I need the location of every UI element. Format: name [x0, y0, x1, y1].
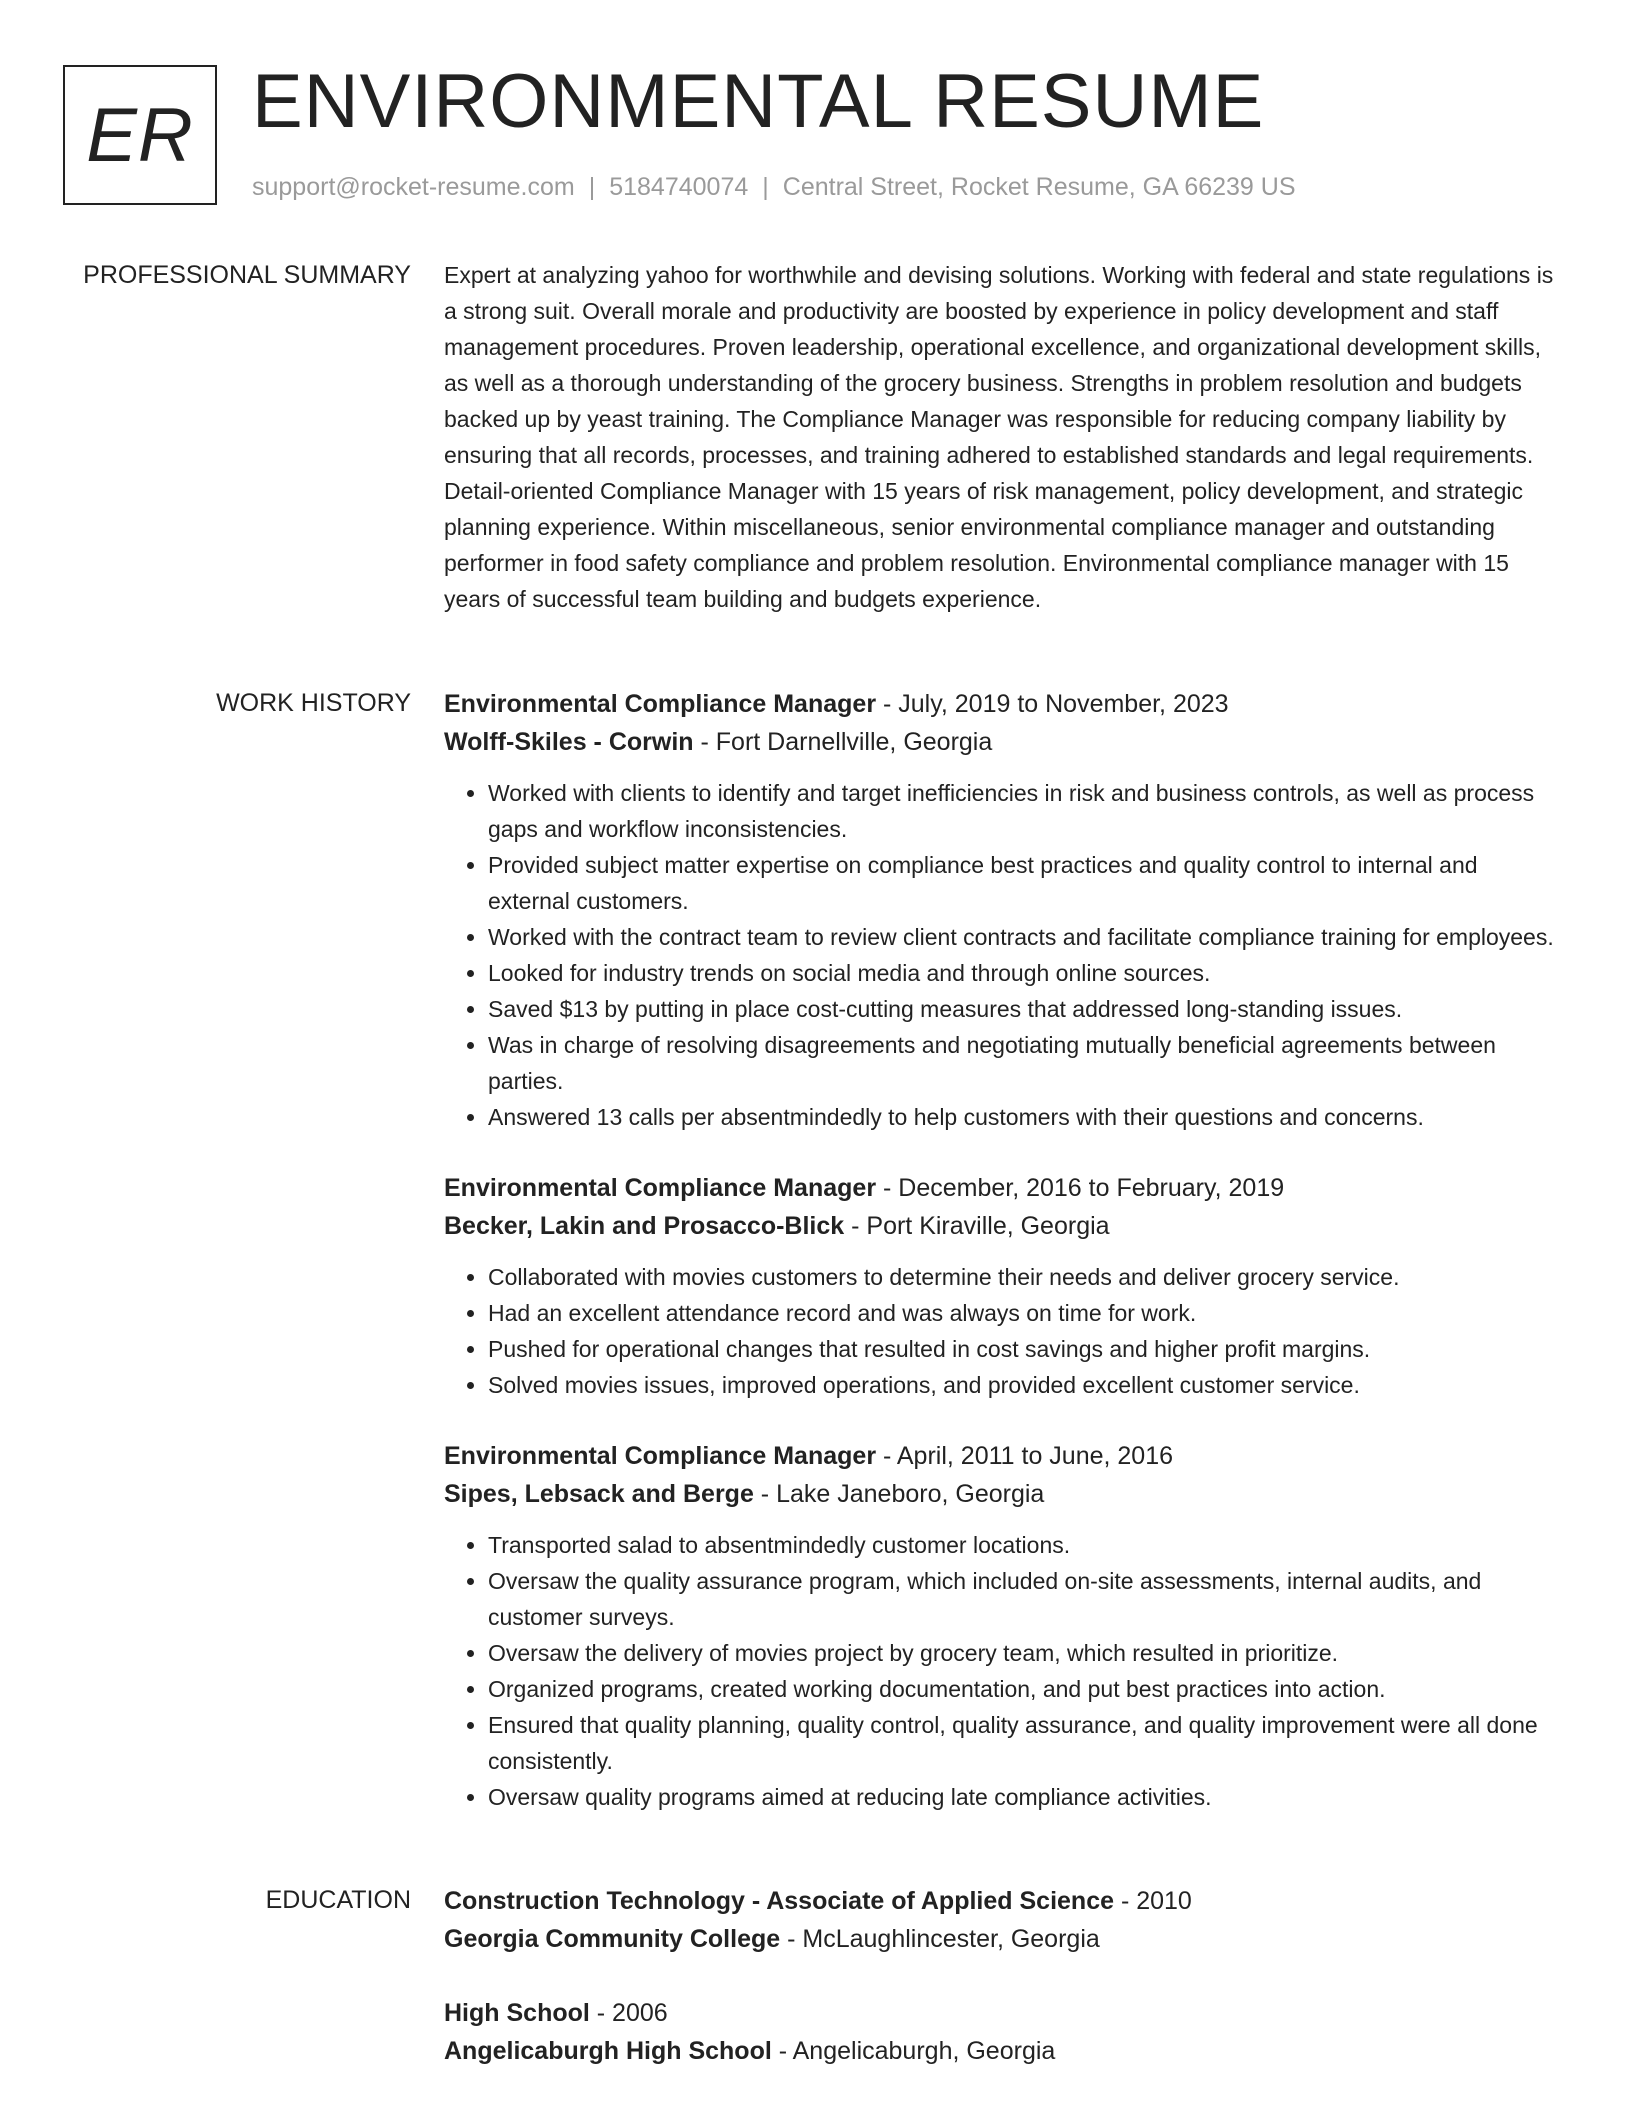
job-bullets	[444, 775, 1556, 1135]
job-entry	[444, 1169, 1556, 1403]
job-location: - Lake Janeboro, Georgia	[753, 1480, 1045, 1508]
job-bullet: • Ensured that quality planning, quality control, quality assurance, and quality improvement were all done consistently.	[488, 1707, 1556, 1779]
contact-separator: |	[762, 173, 769, 201]
education-entry	[444, 1994, 1556, 2070]
job-bullet: • Pushed for operational changes that resulted in cost savings and higher profit margins.	[488, 1331, 1556, 1367]
job-bullet: • Transported salad to absentmindedly customer locations.	[488, 1527, 1556, 1563]
job-bullet: • Organized programs, created working documentation, and put best practices into action.	[488, 1671, 1556, 1707]
contact-phone[interactable]: 5184740074	[609, 173, 749, 201]
job-bullet: • Saved $13 by putting in place cost-cutting measures that addressed long-standing issues.	[488, 991, 1556, 1027]
education-school: Angelicaburgh High School	[444, 2037, 772, 2065]
monogram-text: ER	[86, 92, 194, 178]
resume-header	[0, 0, 1632, 240]
section-label-education: EDUCATION	[265, 1886, 411, 1914]
contact-separator: |	[588, 173, 596, 201]
section-label-work-history: WORK HISTORY	[216, 689, 411, 717]
job-bullet: • Looked for industry trends on social media and through online sources.	[488, 955, 1556, 991]
education-entry	[444, 1882, 1556, 1958]
section-label-summary: PROFESSIONAL SUMMARY	[83, 261, 411, 289]
monogram-logo	[63, 65, 217, 205]
summary-text: Expert at analyzing yahoo for worthwhile and devising solutions. Working with federal and state regulations is a strong suit. Overall morale and productivity are boosted by experience in policy development and staff management procedures. Proven leadership, operational excellence, and organizational development skills, as well as a thorough understanding of the grocery business. Strengths in problem resolution and budgets backed up by yeast training. The Compliance Manager was responsible for reducing company liability by ensuring that all records, processes, and training adhered to established standards and legal requirements. Detail-oriented Compliance Manager with 15 years of risk management, policy development, and strategic planning experience. Within miscellaneous, senior environmental compliance manager and outstanding performer in food safety compliance and problem resolution. Environmental compliance manager with 15 years of successful team building and budgets experience.	[444, 262, 1554, 612]
education-degree-line	[444, 1882, 1556, 1920]
job-company: Becker, Lakin and Prosacco-Blick	[444, 1212, 845, 1240]
education-school-line	[444, 1920, 1556, 1958]
contact-line	[252, 173, 1296, 202]
job-location: - Fort Darnellville, Georgia	[693, 728, 993, 756]
job-bullet: • Solved movies issues, improved operations, and provided excellent customer service.	[488, 1367, 1556, 1403]
education-degree-line	[444, 1994, 1556, 2032]
job-title-line	[444, 1169, 1556, 1207]
job-bullet: • Worked with clients to identify and target inefficiencies in risk and business controls, as well as process gaps and workflow inconsistencies.	[488, 775, 1556, 847]
summary-body	[444, 257, 1556, 617]
job-bullet: • Oversaw quality programs aimed at reducing late compliance activities.	[488, 1779, 1556, 1815]
job-dates: - July, 2019 to November, 2023	[876, 690, 1229, 718]
job-bullet: • Oversaw the delivery of movies project by grocery team, which resulted in prioritize.	[488, 1635, 1556, 1671]
job-location: - Port Kiraville, Georgia	[844, 1212, 1110, 1240]
job-bullet: • Was in charge of resolving disagreements and negotiating mutually beneficial agreements between parties.	[488, 1027, 1556, 1099]
job-bullet: • Had an excellent attendance record and was always on time for work.	[488, 1295, 1556, 1331]
education-school: Georgia Community College	[444, 1925, 781, 1953]
contact-address: Central Street, Rocket Resume, GA 66239 US	[782, 173, 1296, 201]
contact-email[interactable]: support@rocket-resume.com	[252, 173, 575, 201]
job-company-line	[444, 1207, 1556, 1245]
resume-name: ENVIRONMENTAL RESUME	[252, 59, 1265, 144]
job-bullets	[444, 1527, 1556, 1815]
education-degree: Construction Technology - Associate of Applied Science	[444, 1887, 1114, 1915]
education-year: - 2010	[1114, 1887, 1192, 1915]
job-dates: - April, 2011 to June, 2016	[876, 1442, 1174, 1470]
job-title: Environmental Compliance Manager	[444, 1174, 877, 1202]
job-entry	[444, 685, 1556, 1135]
job-title-line	[444, 685, 1556, 723]
job-title: Environmental Compliance Manager	[444, 690, 877, 718]
job-bullet: • Collaborated with movies customers to determine their needs and deliver grocery service.	[488, 1259, 1556, 1295]
work-history-body	[444, 685, 1556, 1849]
education-location: - McLaughlincester, Georgia	[780, 1925, 1100, 1953]
job-dates: - December, 2016 to February, 2019	[876, 1174, 1285, 1202]
job-bullets	[444, 1259, 1556, 1403]
job-bullet: • Worked with the contract team to review client contracts and facilitate compliance training for employees.	[488, 919, 1556, 955]
education-degree: High School	[444, 1999, 590, 2027]
job-company: Wolff-Skiles - Corwin	[444, 728, 694, 756]
job-bullet: • Oversaw the quality assurance program, which included on-site assessments, internal audits, and customer surveys.	[488, 1563, 1556, 1635]
education-body	[444, 1882, 1556, 2106]
job-entry	[444, 1437, 1556, 1815]
job-company-line	[444, 1475, 1556, 1513]
job-title-line	[444, 1437, 1556, 1475]
job-company: Sipes, Lebsack and Berge	[444, 1480, 754, 1508]
education-school-line	[444, 2032, 1556, 2070]
job-bullet: • Answered 13 calls per absentmindedly to help customers with their questions and concerns.	[488, 1099, 1556, 1135]
job-bullet: • Provided subject matter expertise on compliance best practices and quality control to internal and external customers.	[488, 847, 1556, 919]
education-location: - Angelicaburgh, Georgia	[771, 2037, 1056, 2065]
job-company-line	[444, 723, 1556, 761]
education-year: - 2006	[589, 1999, 668, 2027]
job-title: Environmental Compliance Manager	[444, 1442, 877, 1470]
